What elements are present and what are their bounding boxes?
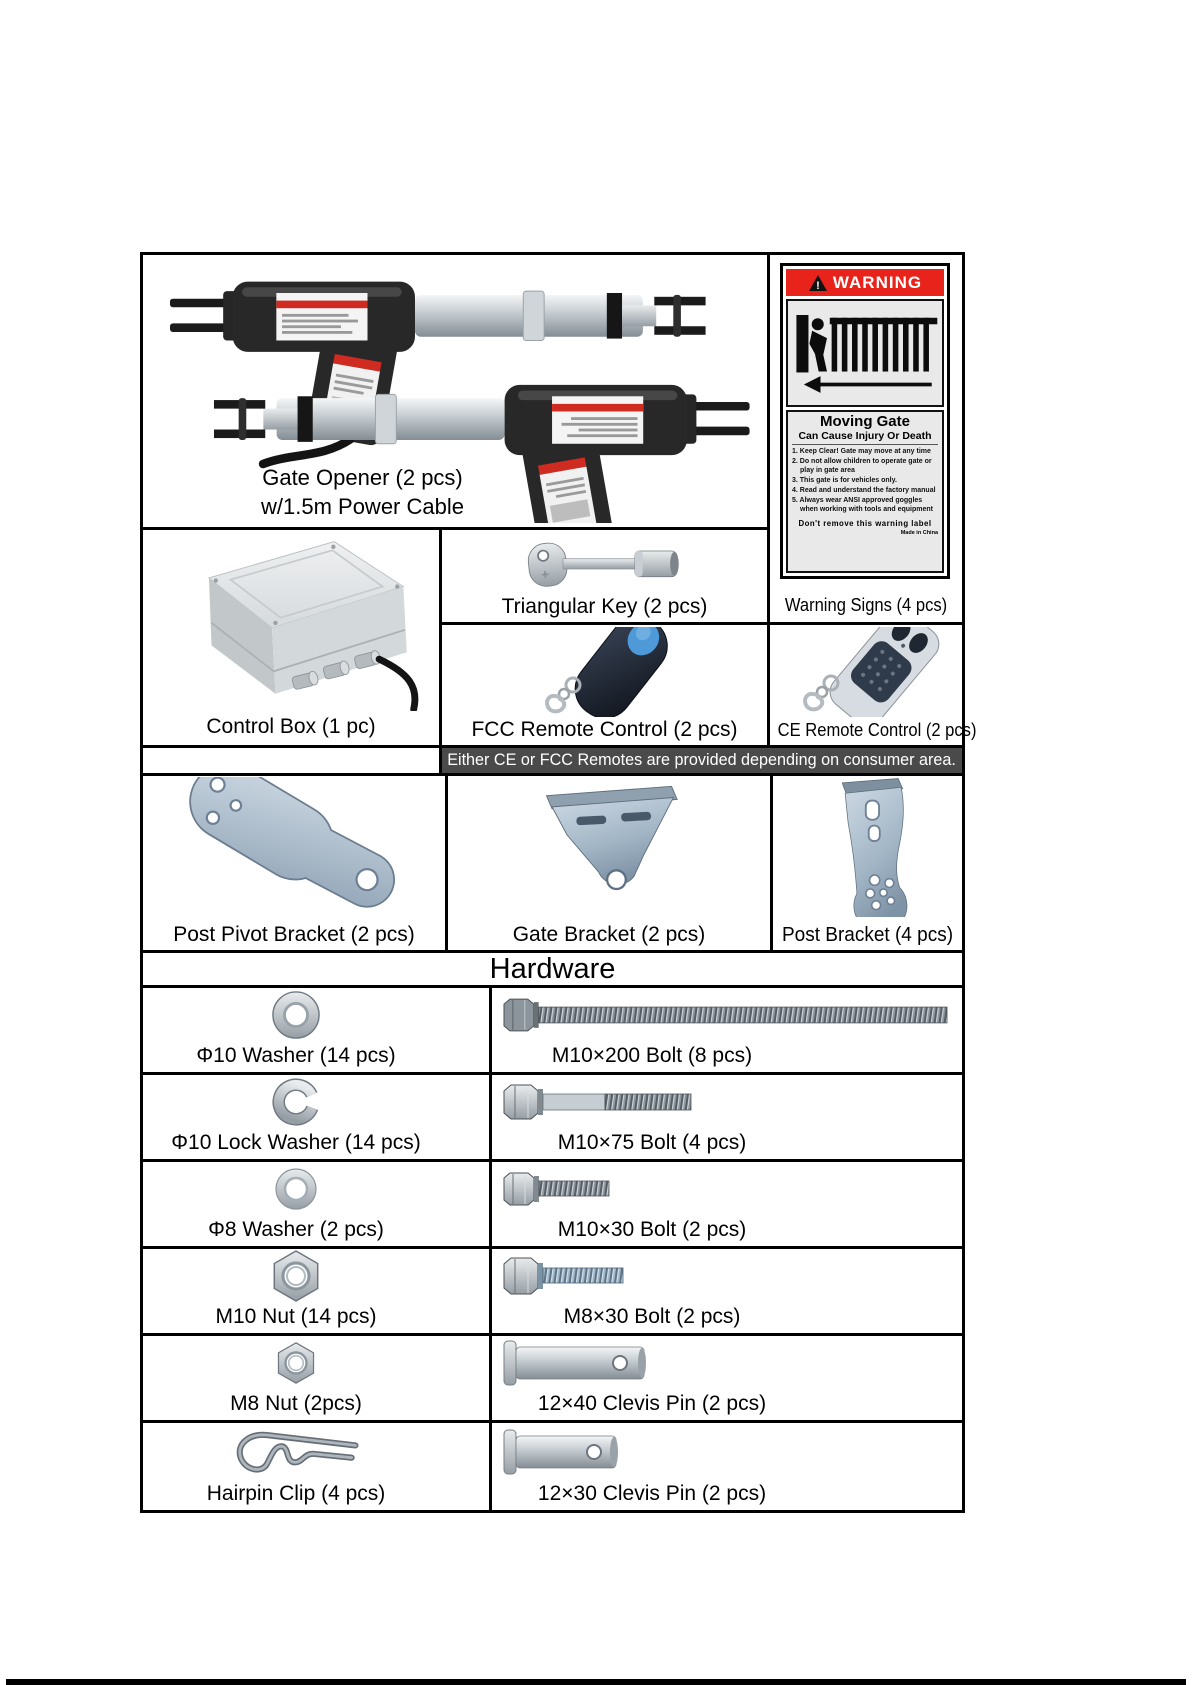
warning-signs-label: Warning Signs (4 pcs) (784, 595, 948, 615)
washer-8-image (274, 1167, 318, 1211)
hardware-cell (492, 1336, 962, 1423)
warning-signs-cell (770, 255, 962, 625)
remotes-note-text: Either CE or FCC Remotes are provided depending on consumer area. (447, 751, 957, 769)
hardware-label: Φ8 Washer (2 pcs) (208, 1218, 384, 1241)
hardware-label: Φ10 Washer (14 pcs) (196, 1044, 396, 1067)
post-pivot-bracket-image (154, 777, 434, 917)
control-box-image (157, 533, 425, 711)
remotes-note-banner (442, 748, 962, 776)
triangular-key-cell (442, 530, 770, 625)
hardware-cell (492, 1075, 962, 1162)
warning-made-in: Made in China (900, 529, 938, 536)
bolt-m10x30-image (502, 1169, 614, 1209)
warning-pictogram (786, 299, 944, 407)
hardware-cell (143, 1423, 492, 1510)
clevis-pin-12x40-image (502, 1339, 654, 1387)
hardware-cell (492, 1423, 962, 1510)
fcc-remote-label: FCC Remote Control (2 pcs) (471, 718, 738, 741)
control-box-label: Control Box (1 pc) (206, 715, 376, 738)
post-bracket-image (818, 777, 918, 917)
fcc-remote-cell (442, 625, 770, 748)
gate-opener-label: Gate Opener (2 pcs) w/1.5m Power Cable (261, 465, 464, 519)
hardware-cell (143, 988, 492, 1075)
post-pivot-bracket-cell (143, 776, 448, 953)
warning-footer: Don't remove this warning label (798, 518, 932, 528)
ce-remote-cell (770, 625, 977, 748)
warning-triangle-icon (808, 274, 828, 292)
warning-sign-header (786, 269, 944, 296)
warning-item: 1. Keep Clear! Gate may move at any time (792, 448, 931, 455)
gate-bracket-cell (448, 776, 773, 953)
svg-text:!: ! (816, 279, 820, 292)
hardware-label: M10×75 Bolt (4 pcs) (557, 1131, 747, 1154)
ce-remote-label: CE Remote Control (2 pcs) (777, 720, 977, 740)
page-edge-bar (6, 1679, 1186, 1685)
triangular-key-image (512, 533, 698, 593)
hardware-cell (143, 1336, 492, 1423)
hardware-label: M10×30 Bolt (2 pcs) (557, 1218, 747, 1241)
bolt-m8x30-image (502, 1254, 634, 1298)
post-bracket-cell (773, 776, 962, 953)
hardware-label: 12×40 Clevis Pin (2 pcs) (537, 1392, 767, 1415)
fcc-remote-image (525, 627, 685, 717)
hairpin-clip-image (222, 1419, 370, 1485)
post-pivot-bracket-label: Post Pivot Bracket (2 pcs) (173, 923, 415, 946)
bolt-m10x75-image (502, 1081, 698, 1123)
hardware-cell (492, 988, 962, 1075)
hardware-label: Hairpin Clip (4 pcs) (206, 1482, 386, 1505)
clevis-pin-12x30-image (502, 1428, 626, 1476)
hardware-title: Hardware (489, 952, 616, 985)
hardware-label: Φ10 Lock Washer (14 pcs) (171, 1131, 421, 1154)
warning-sign (780, 263, 950, 579)
triangular-key-label: Triangular Key (2 pcs) (501, 595, 708, 618)
gate-opener-cell (143, 255, 770, 530)
banner-spacer-cell (143, 748, 442, 776)
hardware-cell (143, 1249, 492, 1336)
nut-m10-image (270, 1249, 322, 1303)
hardware-cell (143, 1162, 492, 1249)
warning-word: WARNING (832, 272, 923, 292)
hardware-label: M8 Nut (2pcs) (230, 1392, 362, 1415)
hardware-header-cell (143, 953, 962, 988)
washer-10-image (271, 990, 321, 1040)
hardware-cell (492, 1249, 962, 1336)
hardware-cell (143, 1075, 492, 1162)
bolt-m10x200-image (502, 996, 950, 1034)
nut-m8-image (275, 1341, 317, 1385)
control-box-cell (143, 530, 442, 748)
warning-item: 3. This gate is for vehicles only. (792, 476, 897, 484)
post-bracket-label: Post Bracket (4 pcs) (781, 924, 954, 946)
warning-item: 5. Always wear ANSI approved goggles when working with tools and equipment (792, 496, 933, 513)
warning-item: 2. Do not allow children to operate gate or play in gate area (792, 458, 932, 474)
hardware-label: M10 Nut (14 pcs) (215, 1305, 377, 1328)
warning-item: 4. Read and understand the factory manual (792, 486, 936, 494)
hardware-cell (492, 1162, 962, 1249)
lock-washer-10-image (271, 1077, 321, 1127)
hardware-label: M8×30 Bolt (2 pcs) (563, 1305, 741, 1328)
gate-bracket-label: Gate Bracket (2 pcs) (512, 923, 706, 946)
ce-remote-image (781, 627, 951, 717)
warning-text-block (786, 410, 944, 573)
hardware-label: M10×200 Bolt (8 pcs) (551, 1044, 753, 1067)
moving-gate-pictogram-icon (789, 307, 941, 399)
parts-table (140, 252, 977, 1513)
warning-title: Moving Gate (819, 413, 910, 430)
hardware-label: 12×30 Clevis Pin (2 pcs) (537, 1482, 767, 1505)
gate-bracket-image (529, 777, 689, 917)
warning-subtitle: Can Cause Injury Or Death (792, 430, 938, 445)
